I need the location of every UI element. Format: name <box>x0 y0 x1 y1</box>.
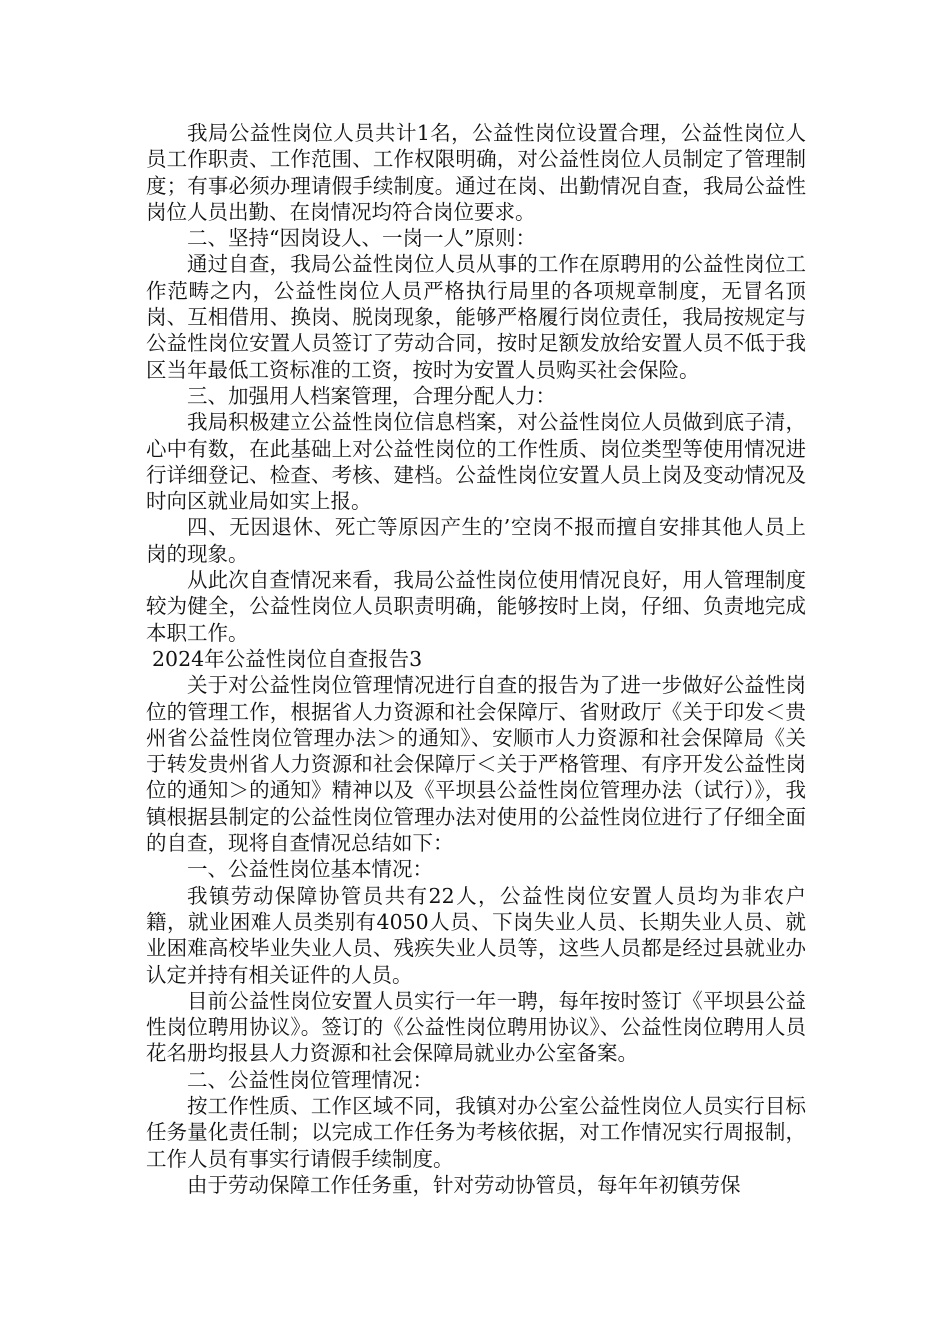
paragraph: 通过自查，我局公益性岗位人员从事的工作在原聘用的公益性岗位工作范畴之内，公益性岗位人员严格执行局里的各项规章制度，无冒名顶岗、互相借用、换岗、脱岗现象，能够严格履行岗位责任，我局按规定与公益性岗位安置人员签订了劳动合同，按时足额发放给安置人员不低于我区当年最低工资标准的工资，按时为安置人员购买社会保险。 <box>146 252 806 382</box>
section-heading: 二、公益性岗位管理情况： <box>187 1067 433 1092</box>
section-heading: 四、无因退休、死亡等原因产生的’空岗不报而擅自安排其他人员上岗的现象。 <box>146 515 806 566</box>
paragraph: 关于对公益性岗位管理情况进行自查的报告为了进一步做好公益性岗位的管理工作，根据省人力资源和社会保障厅、省财政厅《关于印发＜贵州省公益性岗位管理办法＞的通知》、安顺市人力资源和社会保障局《关于转发贵州省人力资源和社会保障厅＜关于严格管理、有序开发公益性岗位的通知＞的通知》精神以及《平坝县公益性岗位管理办法（试行）》，我镇根据县制定的公益性岗位管理办法对使用的公益性岗位进行了仔细全面的自查，现将自查情况总结如下： <box>146 673 806 856</box>
paragraph: 我镇劳动保障协管员共有22人，公益性岗位安置人员均为非农户籍，就业困难人员类别有4050人员、下岗失业人员、长期失业人员、就业困难高校毕业失业人员、残疾失业人员等，这些人员都是经过县就业办认定并持有相关证件的人员。 <box>146 883 806 987</box>
section-heading: 二、坚持“因岗设人、一岗一人”原则： <box>187 226 536 251</box>
report-title: 2024年公益性岗位自查报告3 <box>152 646 423 671</box>
section-heading: 三、加强用人档案管理，合理分配人力： <box>187 383 556 408</box>
paragraph: 按工作性质、工作区域不同，我镇对办公室公益性岗位人员实行目标任务量化责任制；以完成工作任务为考核依据，对工作情况实行周报制，工作人员有事实行请假手续制度。 <box>146 1093 806 1171</box>
paragraph: 我局积极建立公益性岗位信息档案，对公益性岗位人员做到底子清，心中有数，在此基础上对公益性岗位的工作性质、岗位类型等使用情况进行详细登记、检查、考核、建档。公益性岗位安置人员上岗及变动情况及时向区就业局如实上报。 <box>146 410 806 514</box>
paragraph: 目前公益性岗位安置人员实行一年一聘，每年按时签订《平坝县公益性岗位聘用协议》。签订的《公益性岗位聘用协议》、公益性岗位聘用人员花名册均报县人力资源和社会保障局就业办公室备案。 <box>146 988 806 1066</box>
document-body <box>146 120 806 1198</box>
paragraph: 由于劳动保障工作任务重，针对劳动协管员，每年年初镇劳保 <box>187 1172 741 1197</box>
section-heading: 一、公益性岗位基本情况： <box>187 857 433 882</box>
paragraph: 从此次自查情况来看，我局公益性岗位使用情况良好，用人管理制度较为健全，公益性岗位人员职责明确，能够按时上岗，仔细、负责地完成本职工作。 <box>146 568 806 645</box>
paragraph: 我局公益性岗位人员共计1名，公益性岗位设置合理，公益性岗位人员工作职责、工作范围、工作权限明确，对公益性岗位人员制定了管理制度；有事必须办理请假手续制度。通过在岗、出勤情况自查，我局公益性岗位人员出勤、在岗情况均符合岗位要求。 <box>146 121 806 224</box>
